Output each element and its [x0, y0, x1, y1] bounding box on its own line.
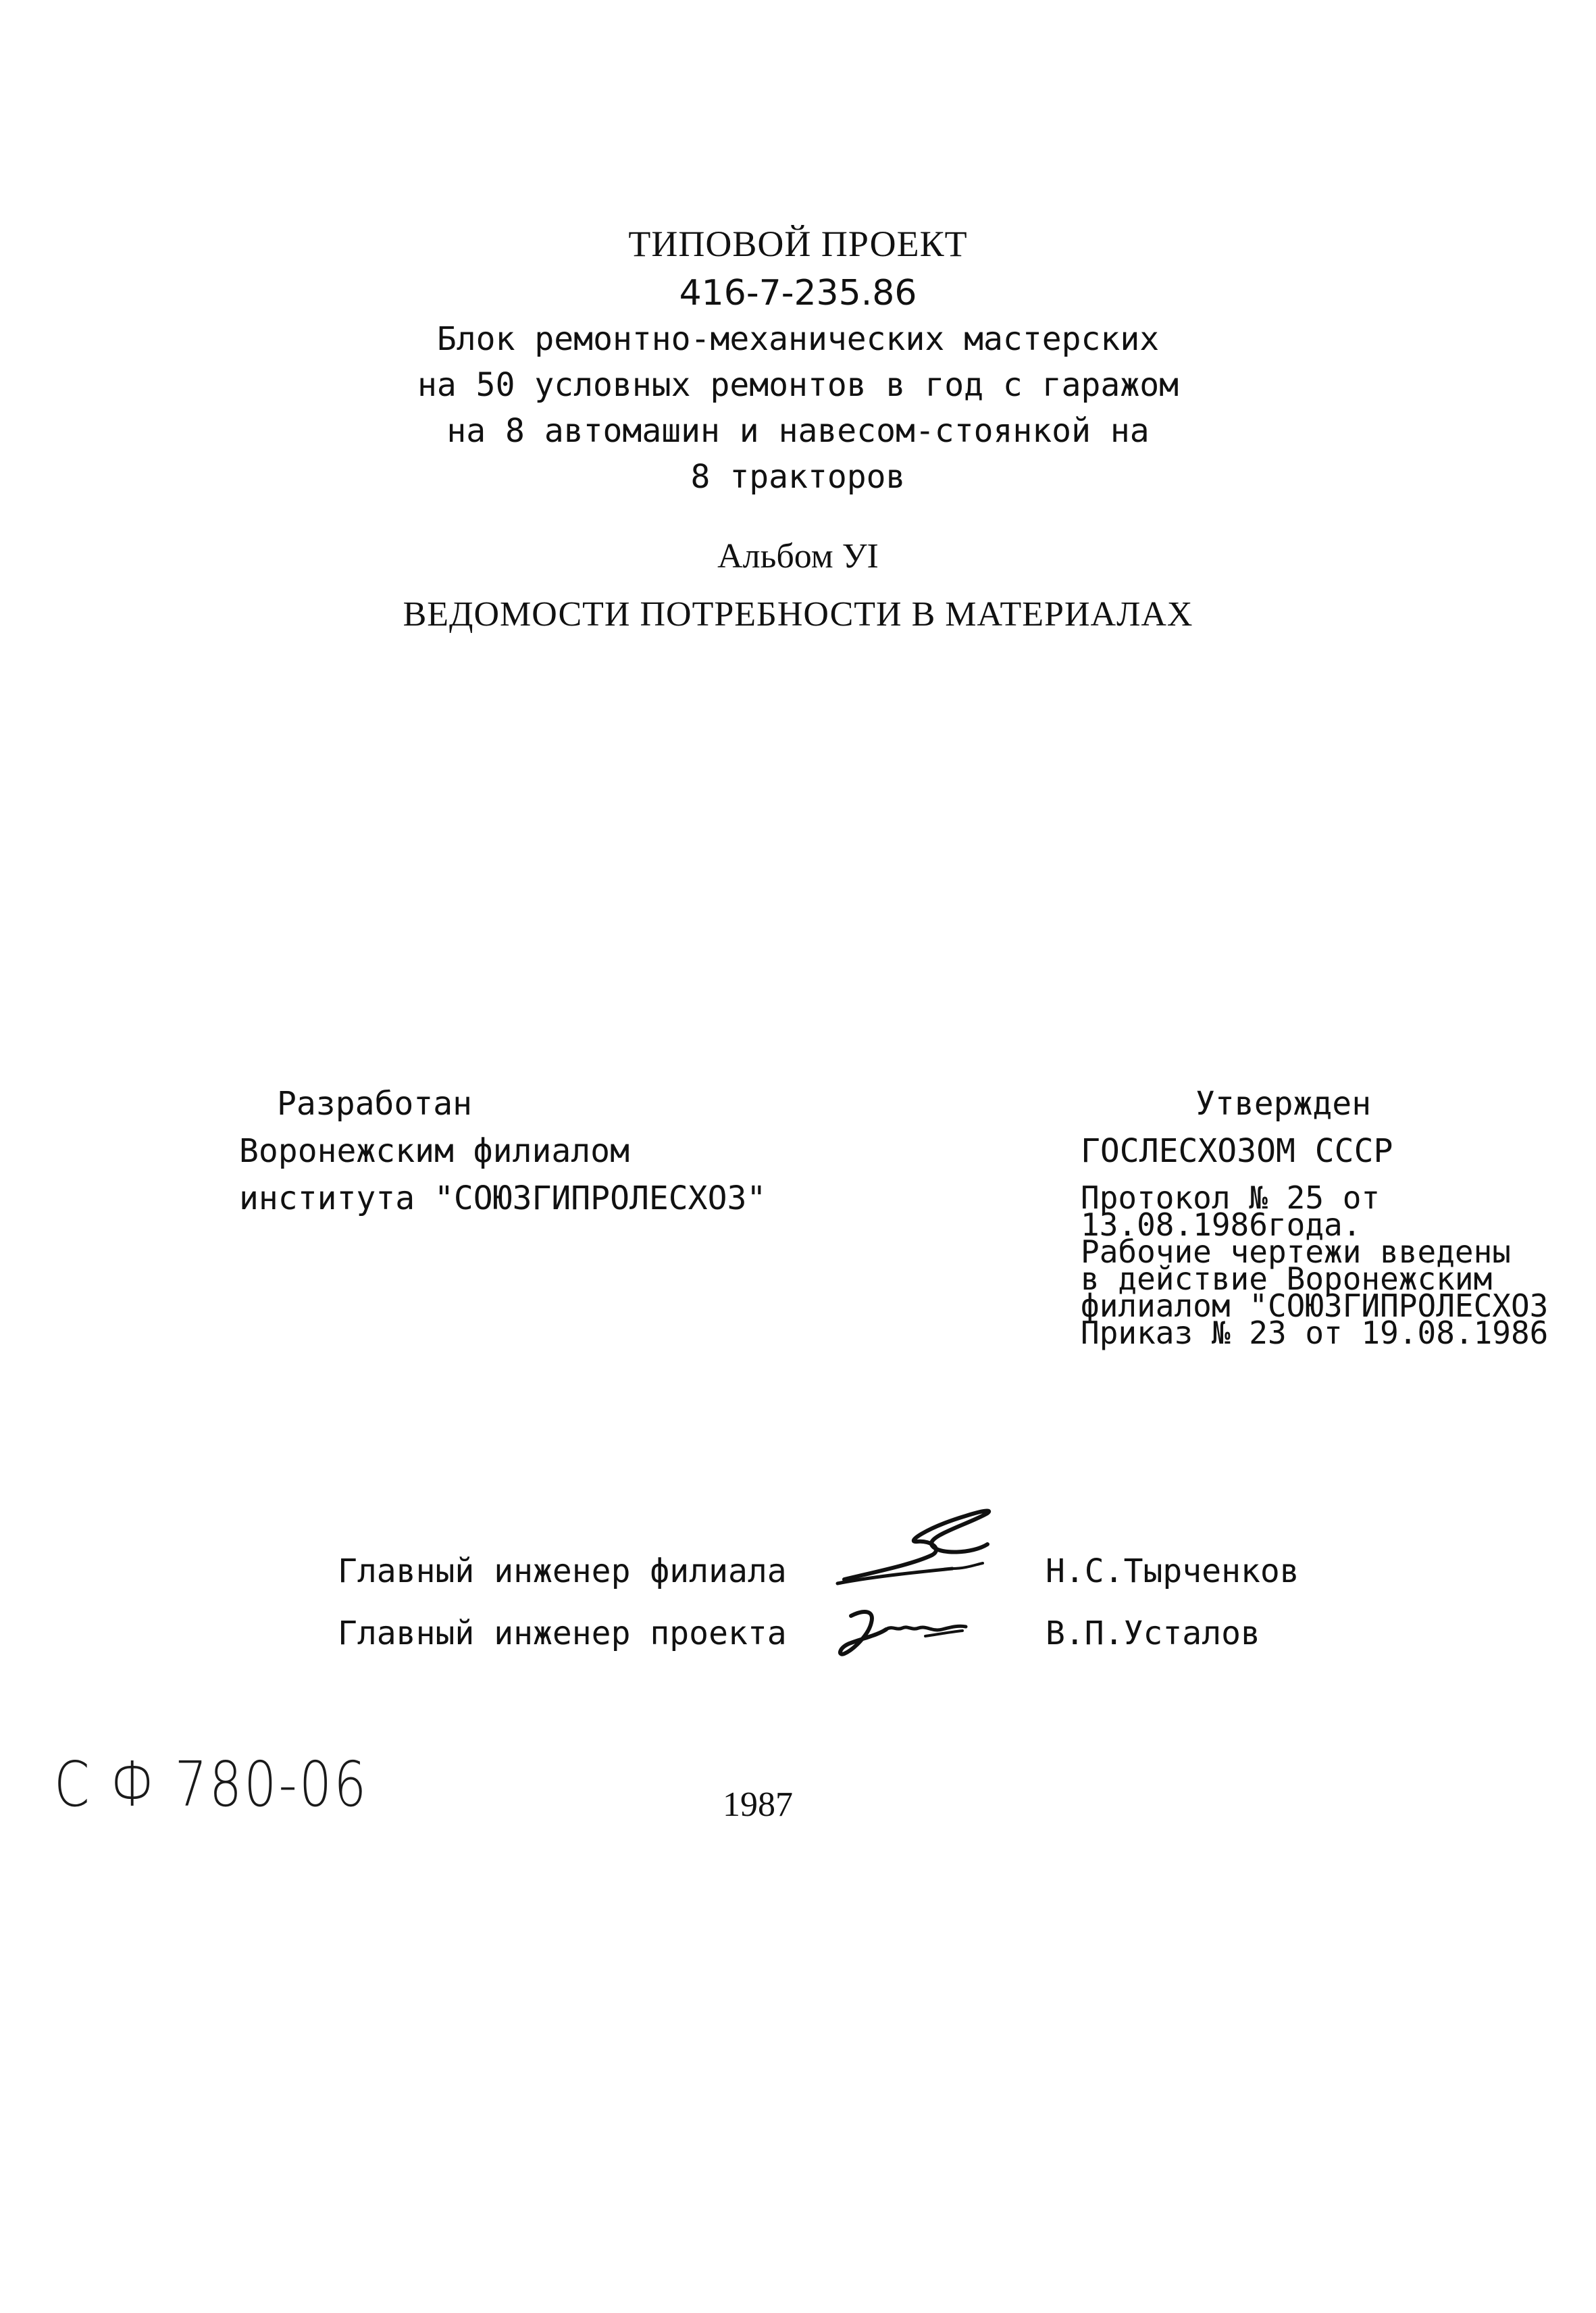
developed-heading: Разработан — [277, 1085, 472, 1123]
description-line-1: Блок ремонтно-механических мастерских — [436, 320, 1160, 358]
signature-chief-engineer-branch — [831, 1504, 1013, 1592]
signatory-name-1: Н.С.Тырченков — [1046, 1552, 1299, 1590]
approved-enacted: Рабочие чертежи введены — [1081, 1234, 1511, 1270]
document-type-title: ТИПОВОЙ ПРОЕКТ — [628, 224, 968, 264]
signatory-name-2: В.П.Усталов — [1046, 1615, 1260, 1652]
description-line-2: на 50 условных ремонтов в год с гаражом — [417, 366, 1179, 404]
description-line-3: на 8 автомашин и навесом-стоянкой на — [446, 412, 1150, 450]
developed-line-2: института "СОЮЗГИПРОЛЕСХОЗ" — [239, 1179, 767, 1217]
approved-heading: Утвержден — [1195, 1085, 1372, 1123]
volume-title: ВЕДОМОСТИ ПОТРЕБНОСТИ В МАТЕРИАЛАХ — [403, 595, 1193, 634]
signature-chief-engineer-project — [824, 1596, 986, 1670]
approved-order: Приказ № 23 от 19.08.1986 — [1081, 1315, 1549, 1351]
album-label: Альбом УI — [717, 537, 879, 576]
approved-branch: филиалом "СОЮЗГИПРОЛЕСХОЗ — [1081, 1288, 1549, 1324]
approved-date: 13.08.1986года. — [1081, 1206, 1362, 1243]
approved-enacted-by: в действие Воронежским — [1081, 1261, 1493, 1297]
archive-stamp-code: С Ф 780-06 — [54, 1748, 369, 1821]
developed-line-1: Воронежским филиалом — [239, 1132, 629, 1170]
project-number: 416-7-235.86 — [679, 273, 917, 313]
developed-by-block — [239, 1085, 847, 1236]
signatory-role-2: Главный инженер проекта — [338, 1615, 787, 1652]
approved-protocol: Протокол № 25 от — [1081, 1179, 1381, 1216]
publication-year: 1987 — [723, 1785, 793, 1824]
approved-authority: ГОСЛЕСХОЗОМ СССР — [1081, 1132, 1393, 1170]
signatory-role-1: Главный инженер филиала — [338, 1552, 787, 1590]
description-line-4: 8 тракторов — [690, 458, 906, 496]
approved-block — [1081, 1085, 1594, 1378]
